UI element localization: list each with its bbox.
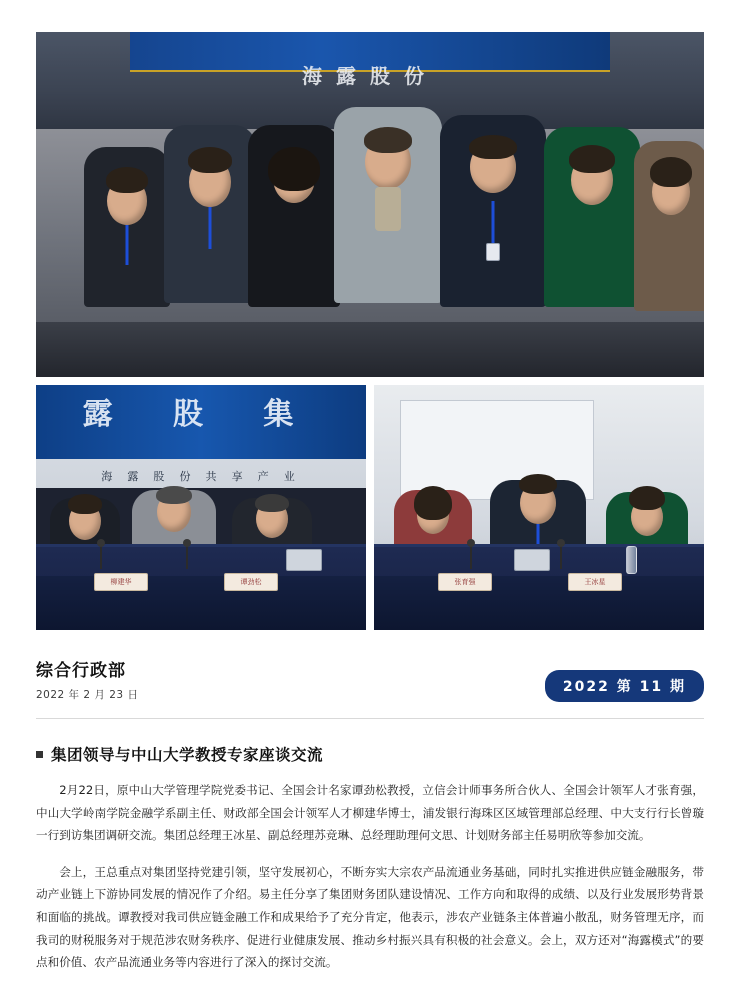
left-table-skirt — [36, 576, 366, 630]
right-nameplate-2: 王冰星 — [568, 573, 622, 591]
right-nameplate-1: 张育强 — [438, 573, 492, 591]
person-3-hair — [268, 147, 320, 191]
article — [36, 743, 704, 974]
left-banner-text: 露 股 集 — [82, 398, 320, 432]
person-2-hair — [188, 147, 232, 173]
person-2-lanyard — [209, 207, 212, 249]
right-microphone-2 — [560, 543, 562, 569]
person-1-hair — [106, 167, 148, 193]
left-nameplate-2: 谭劲松 — [224, 573, 278, 591]
panel-photo-left — [36, 385, 366, 630]
person-6 — [544, 127, 640, 377]
right-person-2-hair — [519, 474, 557, 494]
bullet-square-icon — [36, 751, 43, 758]
person-4-hair — [364, 127, 412, 153]
right-microphone-1 — [470, 543, 472, 569]
right-person-3-hair — [629, 486, 665, 510]
person-6-hair — [569, 145, 615, 173]
article-headline-text: 集团领导与中山大学教授专家座谈交流 — [51, 746, 324, 764]
person-1 — [84, 147, 170, 377]
masthead-meta — [36, 656, 704, 708]
panel-photo-right — [374, 385, 704, 630]
right-person-1-hair — [414, 486, 452, 520]
left-microphone-1 — [100, 543, 102, 569]
person-5 — [440, 115, 546, 377]
right-water-bottle — [626, 546, 637, 574]
right-device — [514, 549, 550, 571]
masthead-divider — [36, 718, 704, 719]
department-name: 综合行政部 — [36, 661, 126, 681]
photo-scene-main — [36, 32, 704, 377]
person-4 — [334, 107, 442, 377]
publication-date: 2022 年 2 月 23 日 — [36, 689, 139, 701]
left-laptop — [286, 549, 322, 571]
person-7 — [634, 141, 704, 377]
department-block — [36, 656, 138, 702]
left-microphone-2 — [186, 543, 188, 569]
person-5-lanyard — [492, 201, 495, 245]
article-headline — [36, 743, 704, 765]
person-2 — [164, 125, 256, 377]
person-5-hair — [469, 135, 517, 159]
left-person-1-hair — [68, 494, 102, 514]
article-paragraph-1: 2月22日，原中山大学管理学院党委书记、全国会计名家谭劲松教授，立信会计师事务所合伙人、全国会计领军人才张育强，中山大学岭南学院金融学系副主任、财政部全国会计领军人才柳建华博士，浦发银行海珠区区域管理部总经理、中大支行行长曾璇一行到访集团调研交流。集团总经理王冰星、副总经理苏竞琳、总经理助理何文思、计划财务部主任易明欣等参加交流。 — [36, 783, 704, 843]
photo-row — [36, 385, 704, 630]
left-nameplate-1: 柳建华 — [94, 573, 148, 591]
group-photo-stage — [36, 32, 704, 377]
person-7-hair — [650, 157, 692, 187]
issue-badge: 2022 第 11 期 — [545, 670, 704, 702]
person-1-lanyard — [126, 225, 129, 265]
photo-scene-right — [374, 385, 704, 630]
left-banner — [36, 385, 366, 459]
article-paragraph-2: 会上，王总重点对集团坚持党建引领，坚守发展初心，不断夯实大宗农产品流通业务基础，同时扎实推进供应链金融服务，带动产业链上下游协同发展的情况作了介绍。易主任分享了集团财务团队建设情况、工作方向和取得的成绩、以及行业发展形势背景和面临的挑战。谭教授对我司供应链金融工作和成果给予了充分肯定，他表示，涉农产业链条主体普遍小散乱，财务管理无序，而我司的财税服务对于规范涉农财务秩序、促进行业健康发展、推动乡村振兴具有积极的社会意义。会上，双方还对“海露模式”的要点和价值、农产品流通业务等内容进行了深入的探讨交流。 — [36, 864, 704, 970]
left-person-3-hair — [255, 494, 289, 512]
left-person-2-hair — [156, 486, 192, 504]
photo-scene-left — [36, 385, 366, 630]
person-3 — [248, 125, 340, 377]
stage-banner-text: 海露股份 — [302, 65, 438, 88]
person-4-scarf — [375, 187, 401, 231]
person-5-badge — [486, 243, 500, 261]
left-subbanner-text: 海 露 股 份 共 享 产 业 — [101, 471, 301, 484]
right-table-skirt — [374, 576, 704, 630]
